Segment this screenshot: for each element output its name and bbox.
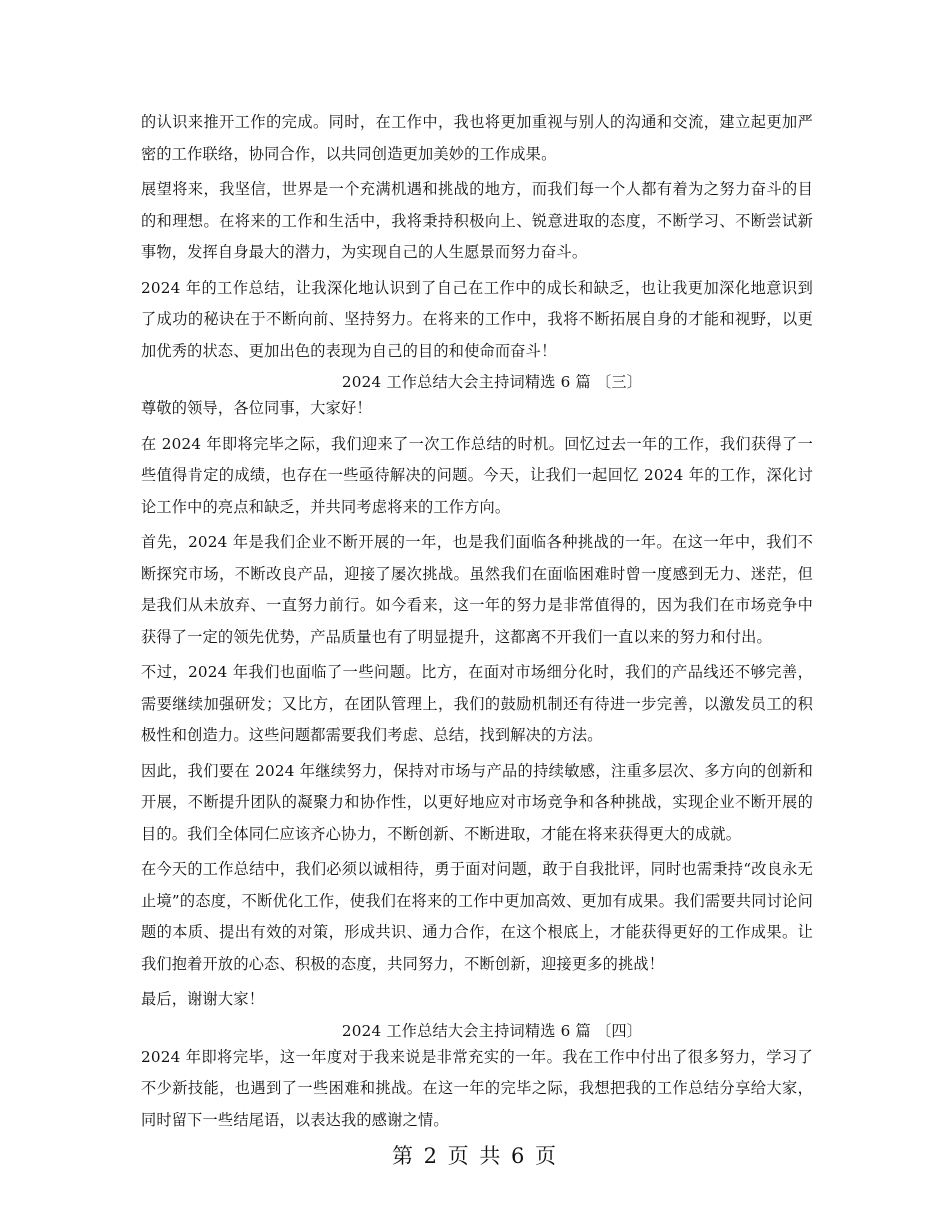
section-heading: 2024 工作总结大会主持词精选 6 篇 〔三〕	[341, 373, 643, 391]
paragraph: 因此，我们要在 2024 年继续努力，保持对市场与产品的持续敏感，注重多层次、多方向的创新和开展，不断提升团队的凝聚力和协作性，以更好地应对市场竞争和各种挑战，实现企业不断开展的目的。我们全体同仁应该齐心协力，不断创新、不断进取，才能在将来获得更大的成就。	[141, 761, 813, 843]
paragraph: 2024 年即将完毕，这一年度对于我来说是非常充实的一年。我在工作中付出了很多努力，学习了不少新技能，也遇到了一些困难和挑战。在这一年的完毕之际，我想把我的工作总结分享给大家，同时留下一些结尾语，以表达我的感谢之情。	[141, 1047, 813, 1129]
paragraph: 2024 年的工作总结，让我深化地认识到了自己在工作中的成长和缺乏，也让我更加深化地意识到了成功的秘诀在于不断向前、坚持努力。在将来的工作中，我将不断拓展自身的才能和视野，以更加优秀的状态、更加出色的表现为自己的目的和使命而奋斗！	[141, 278, 813, 360]
paragraph: 的认识来推开工作的完成。同时，在工作中，我也将更加重视与别人的沟通和交流，建立起更加严密的工作联络，协同合作，以共同创造更加美妙的工作成果。	[141, 113, 813, 163]
paragraph: 展望将来，我坚信，世界是一个充满机遇和挑战的地方，而我们每一个人都有着为之努力奋斗的目的和理想。在将来的工作和生活中，我将秉持积极向上、锐意进取的态度，不断学习、不断尝试新事物，发挥自身最大的潜力，为实现自己的人生愿景而努力奋斗。	[141, 180, 813, 261]
page-number-footer: 第 2 页 共 6 页	[391, 1144, 559, 1168]
document-body	[141, 107, 813, 1136]
paragraph: 尊敬的领导，各位同事，大家好！	[141, 399, 372, 417]
paragraph: 最后，谢谢大家！	[141, 990, 265, 1008]
paragraph: 首先，2024 年是我们企业不断开展的一年，也是我们面临各种挑战的一年。在这一年中，我们不断探究市场，不断改良产品，迎接了屡次挑战。虽然我们在面临困难时曾一度感到无力、迷茫，但是我们从未放弃、一直努力前行。如今看来，这一年的努力是非常值得的，因为我们在市场竞争中获得了一定的领先优势，产品质量也有了明显提升，这都离不开我们一直以来的努力和付出。	[141, 533, 813, 646]
paragraph: 不过，2024 年我们也面临了一些问题。比方，在面对市场细分化时，我们的产品线还不够完善，需要继续加强研发；又比方，在团队管理上，我们的鼓励机制还有待进一步完善，以激发员工的积极性和创造力。这些问题都需要我们考虑、总结，找到解决的方法。	[141, 663, 813, 744]
paragraph: 在今天的工作总结中，我们必须以诚相待，勇于面对问题，敢于自我批评，同时也需秉持“改良永无止境”的态度，不断优化工作，使我们在将来的工作中更加高效、更加有成果。我们需要共同讨论问题的本质、提出有效的对策，形成共识、通力合作，在这个根底上，才能获得更好的工作成果。让我们抱着开放的心态、积极的态度，共同努力，不断创新，迎接更多的挑战！	[141, 860, 813, 973]
section-heading: 2024 工作总结大会主持词精选 6 篇 〔四〕	[341, 1021, 643, 1040]
paragraph: 在 2024 年即将完毕之际，我们迎来了一次工作总结的时机。回忆过去一年的工作，我们获得了一些值得肯定的成绩，也存在一些亟待解决的问题。今天，让我们一起回忆 2024 年的工作，深化讨论工作中的亮点和缺乏，并共同考虑将来的工作方向。	[141, 434, 813, 516]
